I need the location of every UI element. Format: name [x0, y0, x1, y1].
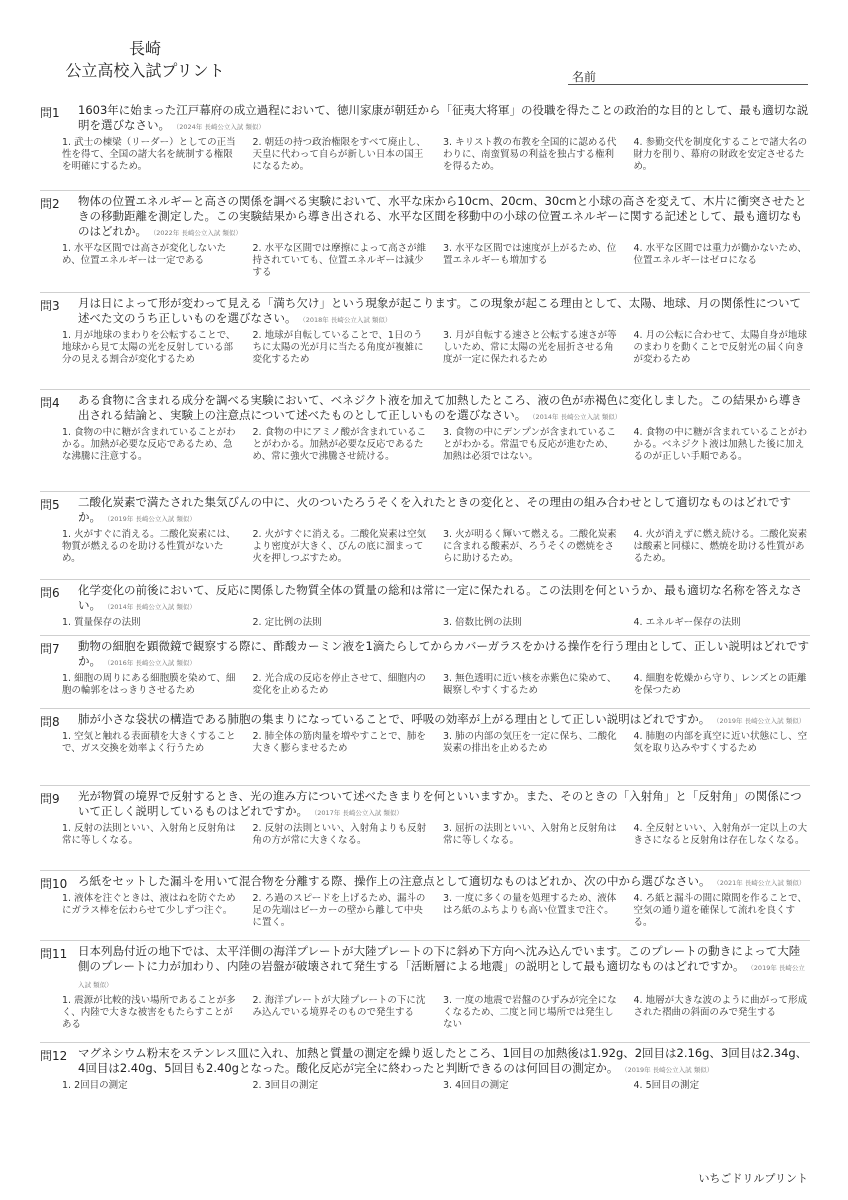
question-source: （2021年 長崎公立入試 類似） [716, 879, 806, 887]
title-main: 公立高校入試プリント [65, 61, 225, 80]
question-text: 光が物質の境界で反射するとき、光の進み方について述べたきまりを何といいますか。また、そのときの「入射角」と「反射角」の関係について正しく説明しているものはどれですか。 （2017年 長崎公立入試 類似） [78, 789, 802, 818]
question-6 [40, 580, 810, 636]
question-1 [40, 100, 810, 191]
question-number: 問10 [40, 877, 68, 891]
question-5 [40, 492, 810, 580]
choice-4[interactable]: 4. 月の公転に合わせて、太陽自身が地球のまわりを動くことで反射光の届く向きが変わるため [633, 330, 807, 365]
question-source: （2022年 長崎公立入試 類似） [153, 229, 242, 237]
question-number: 問6 [40, 586, 60, 600]
choice-list [62, 615, 810, 629]
question-number: 問8 [40, 715, 60, 729]
question-number: 問9 [40, 792, 60, 806]
choice-3[interactable]: 3. 屈折の法則といい、入射角と反射角は常に等しくなる。 [443, 823, 617, 846]
choice-list [62, 425, 810, 463]
question-number: 問2 [40, 197, 60, 211]
question-list [40, 100, 810, 1103]
choice-1[interactable]: 1. 火がすぐに消える。二酸化炭素には、物質が燃えるのを助ける性質がないため。 [62, 529, 236, 564]
choice-2[interactable]: 2. 火がすぐに消える。二酸化炭素は空気より密度が大きく、びんの底に溜まって火を押しつぶすため。 [252, 529, 427, 564]
choice-4[interactable]: 4. エネルギー保存の法則 [633, 617, 741, 628]
question-source: （2019年 長崎公立入試 類似） [716, 717, 806, 725]
choice-2[interactable]: 2. 光合成の反応を停止させて、細胞内の変化を止めるため [252, 673, 426, 696]
choice-list [62, 241, 810, 279]
choice-3[interactable]: 3. 一度の地震で岩盤のひずみが完全になくなるため、二度と同じ場所では発生しない [443, 995, 617, 1030]
question-text: 化学変化の前後において、反応に関係した物質全体の質量の総和は常に一定に保たれる。この法則を何というか、最も適切な名称を答えなさい。 （2014年 長崎公立入試 類似） [78, 583, 803, 612]
question-text: 動物の細胞を顕微鏡で観察する際に、酢酸カーミン液を1滴たらしてからカバーガラスをかける操作を行う理由として、正しい説明はどれですか。 （2016年 長崎公立入試 類似） [78, 639, 810, 668]
question-text: 物体の位置エネルギーと高さの関係を調べる実験において、水平な床から10cm、20cm、30cmと小球の高さを変えて、木片に衝突させたときの移動距離を測定した。この実験結果から導き出される、水平な区間を移動中の小球の位置エネルギーに関する記述として、最も適切なものはどれか。 （2022年 長崎公立入試 類似） [78, 194, 807, 238]
choice-3[interactable]: 3. キリスト教の布教を全国的に認める代わりに、南蛮貿易の利益を独占する権利を得るため。 [443, 137, 617, 172]
question-12 [40, 1043, 810, 1103]
choice-list [62, 821, 810, 847]
choice-3[interactable]: 3. 無色透明に近い核を赤紫色に染めて、観察しやすくするため [443, 673, 617, 696]
question-number: 問3 [40, 299, 60, 313]
choice-4[interactable]: 4. ろ紙と漏斗の間に隙間を作ることで、空気の通り道を確保して流れを良くする。 [633, 893, 807, 928]
question-source: （2024年 長崎公立入試 類似） [176, 123, 265, 131]
question-number: 問1 [40, 106, 60, 120]
question-source: （2014年 長崎公立入試 類似） [107, 603, 196, 611]
question-3 [40, 293, 810, 390]
question-8 [40, 709, 810, 786]
choice-3[interactable]: 3. 肺の内部の気圧を一定に保ち、二酸化炭素の排出を止めるため [443, 731, 617, 754]
question-9 [40, 786, 810, 871]
choice-4[interactable]: 4. 火が消えずに燃え続ける。二酸化炭素は酸素と同様に、燃焼を助ける性質があるため。 [633, 529, 808, 564]
question-source: （2017年 長崎公立入試 類似） [314, 809, 403, 817]
name-label: 名前 [572, 70, 597, 84]
question-text: 二酸化炭素で満たされた集気びんの中に、火のついたろうそくを入れたときの変化と、その理由の組み合わせとして適切なものはどれですか。 （2019年 長崎公立入試 類似） [78, 495, 791, 524]
question-number: 問12 [40, 1049, 68, 1063]
choice-3[interactable]: 3. 食物の中にデンプンが含まれていることがわかる。常温でも反応が進むため、加熱は必須ではない。 [443, 427, 617, 462]
choice-4[interactable]: 4. 5回目の測定 [633, 1080, 700, 1091]
choice-1[interactable]: 1. 月が地球のまわりを公転することで、地球から見て太陽の光を反射している部分の見える割合が変化するため [62, 330, 236, 365]
choice-3[interactable]: 3. 一度に多くの量を処理するため、液体はろ紙のふちよりも高い位置まで注ぐ。 [443, 893, 617, 916]
question-text: 月は日によって形が変わって見える「満ち欠け」という現象が起こります。この現象が起こる理由として、太陽、地球、月の関係性について述べた文のうち正しいものを選びなさい。 （2018年 長崎公立入試 類似） [78, 296, 801, 325]
choice-4[interactable]: 4. 全反射といい、入射角が一定以上の大きさになると反射角は存在しなくなる。 [633, 823, 808, 846]
choice-1[interactable]: 1. 2回目の測定 [62, 1080, 128, 1091]
choice-2[interactable]: 2. 地球が自転していることで、1日のうちに太陽の光が月に当たる角度が複雑に変化するため [252, 330, 424, 365]
choice-list [62, 993, 810, 1031]
choice-list [62, 891, 810, 929]
choice-list [62, 729, 810, 755]
question-11 [40, 941, 810, 1043]
question-text: 日本列島付近の地下では、太平洋側の海洋プレートが大陸プレートの下に斜め下方向へ沈み込んでいます。このプレートの動きによって大陸側のプレートに力が加わり、内陸の岩盤が破壊されて発生する「活断層による地震」の説明として最も適切なものはどれですか。 （2019年 長崎公立入試 類似） [78, 944, 805, 989]
choice-3[interactable]: 3. 水平な区間では速度が上がるため、位置エネルギーも増加する [443, 243, 617, 266]
question-2 [40, 191, 810, 293]
choice-4[interactable]: 4. 地層が大きな波のように曲がって形成された褶曲の斜面のみで発生する [633, 995, 808, 1018]
question-text: 肺が小さな袋状の構造である肺胞の集まりになっていることで、呼吸の効率が上がる理由として正しい説明はどれですか。 （2019年 長崎公立入試 類似） [78, 712, 806, 726]
choice-3[interactable]: 3. 月が自転する速さと公転する速さが等しいため、常に太陽の光を屈折させる角度が一定に保たれるため [443, 330, 617, 365]
question-text: 1603年に始まった江戸幕府の成立過程において、徳川家康が朝廷から「征夷大将軍」の役職を得たことの政治的な目的として、最も適切な説明を選びなさい。 （2024年 長崎公立入試 類似） [78, 103, 809, 132]
choice-list [62, 527, 810, 565]
title-prefecture: 長崎 [128, 39, 161, 58]
question-text: ある食物に含まれる成分を調べる実験において、ベネジクト液を加えて加熱したところ、液の色が赤褐色に変化しました。この結果から導き出される結論と、実験上の注意点について述べたものとして正しいものを選びなさい。 （2014年 長崎公立入試 類似） [78, 393, 803, 422]
choice-3[interactable]: 3. 4回目の測定 [443, 1080, 509, 1091]
choice-2[interactable]: 2. ろ過のスピードを上げるため、漏斗の足の先端はビーカーの壁から離して中央に置く。 [252, 893, 426, 928]
question-source: （2019年 長崎公立入試 類似） [624, 1066, 714, 1074]
choice-1[interactable]: 1. 震源が比較的浅い場所であることが多く、内陸で大きな被害をもたらすことがある [62, 995, 236, 1030]
question-number: 問11 [40, 947, 68, 961]
question-source: （2019年 長崎公立入試 類似） [107, 515, 196, 523]
question-source: （2016年 長崎公立入試 類似） [107, 659, 196, 667]
choice-list [62, 671, 810, 697]
choice-4[interactable]: 4. 食物の中に糖が含まれていることがわかる。ベネジクト液は加熱した後に加えるのが正しい手順である。 [633, 427, 808, 462]
choice-1[interactable]: 1. 質量保存の法則 [62, 617, 141, 628]
page-title [60, 38, 230, 82]
choice-1[interactable]: 1. 武士の棟梁（リーダー）としての正当性を得て、全国の諸大名を統制する権限を明確にするため。 [62, 137, 236, 172]
name-field[interactable] [568, 66, 808, 85]
choice-list [62, 328, 810, 366]
choice-4[interactable]: 4. 参勤交代を制度化することで諸大名の財力を削り、幕府の財政を安定させるため。 [633, 137, 808, 172]
choice-1[interactable]: 1. 水平な区間では高さが変化しないため、位置エネルギーは一定である [62, 243, 227, 266]
choice-2[interactable]: 2. 肺全体の筋肉量を増やすことで、肺を大きく膨らませるため [252, 731, 426, 754]
question-text: ろ紙をセットした漏斗を用いて混合物を分離する際、操作上の注意点として適切なものはどれか、次の中から選びなさい。 （2021年 長崎公立入試 類似） [78, 874, 806, 888]
choice-4[interactable]: 4. 細胞を乾燥から守り、レンズとの距離を保つため [633, 673, 807, 696]
question-number: 問4 [40, 396, 60, 410]
choice-1[interactable]: 1. 液体を注ぐときは、液はねを防ぐためにガラス棒を伝わらせて少しずつ注ぐ。 [62, 893, 236, 916]
choice-2[interactable]: 2. 朝廷の持つ政治権限をすべて廃止し、天皇に代わって自らが新しい日本の国王になるため。 [252, 137, 426, 172]
choice-2[interactable]: 2. 海洋プレートが大陸プレートの下に沈み込んでいる境界そのもので発生する [252, 995, 426, 1018]
choice-1[interactable]: 1. 反射の法則といい、入射角と反射角は常に等しくなる。 [62, 823, 236, 846]
question-text: マグネシウム粉末をステンレス皿に入れ、加熱と質量の測定を繰り返したところ、1回目の加熱後は1.92g、2回目は2.16g、3回目は2.34g、4回目は2.40g、5回目も2.40gとなった。酸化反応が完全に終わったと判断できるのは何回目の測定か。 （2019年 長崎公立入試 類似） [78, 1046, 808, 1075]
question-7 [40, 636, 810, 709]
choice-list [62, 135, 810, 173]
question-10 [40, 871, 810, 941]
choice-1[interactable]: 1. 空気と触れる表面積を大きくすることで、ガス交換を効率よく行うため [62, 731, 236, 754]
choice-2[interactable]: 2. 反射の法則といい、入射角よりも反射角の方が常に大きくなる。 [252, 823, 427, 846]
choice-4[interactable]: 4. 肺胞の内部を真空に近い状態にし、空気を取り込みやすくするため [633, 731, 808, 754]
choice-list [62, 1078, 810, 1092]
footer-brand: いちごドリルプリント [698, 1172, 808, 1185]
question-4 [40, 390, 810, 492]
choice-4[interactable]: 4. 水平な区間では重力が働かないため、位置エネルギーはゼロになる [633, 243, 807, 266]
question-source: （2014年 長崎公立入試 類似） [532, 413, 622, 421]
choice-2[interactable]: 2. 定比例の法則 [252, 617, 322, 628]
choice-1[interactable]: 1. 細胞の周りにある細胞膜を染めて、細胞の輪郭をはっきりさせるため [62, 673, 236, 696]
question-number: 問7 [40, 642, 60, 656]
choice-1[interactable]: 1. 食物の中に糖が含まれていることがわかる。加熱が必要な反応であるため、急な沸騰に注意する。 [62, 427, 236, 462]
choice-3[interactable]: 3. 倍数比例の法則 [443, 617, 522, 628]
question-source: （2018年 長崎公立入試 類似） [302, 316, 392, 324]
choice-3[interactable]: 3. 火が明るく輝いて燃える。二酸化炭素に含まれる酸素が、ろうそくの燃焼をさらに助けるため。 [443, 529, 617, 564]
question-number: 問5 [40, 498, 60, 512]
choice-2[interactable]: 2. 3回目の測定 [252, 1080, 319, 1091]
question-source: （2019年 長崎公立入試 類似） [78, 964, 805, 989]
choice-2[interactable]: 2. 水平な区間では摩擦によって高さが維持されていても、位置エネルギーは減少する [252, 243, 427, 278]
choice-2[interactable]: 2. 食物の中にアミノ酸が含まれていることがわかる。加熱が必要な反応であるため、常に強火で沸騰させ続ける。 [252, 427, 427, 462]
